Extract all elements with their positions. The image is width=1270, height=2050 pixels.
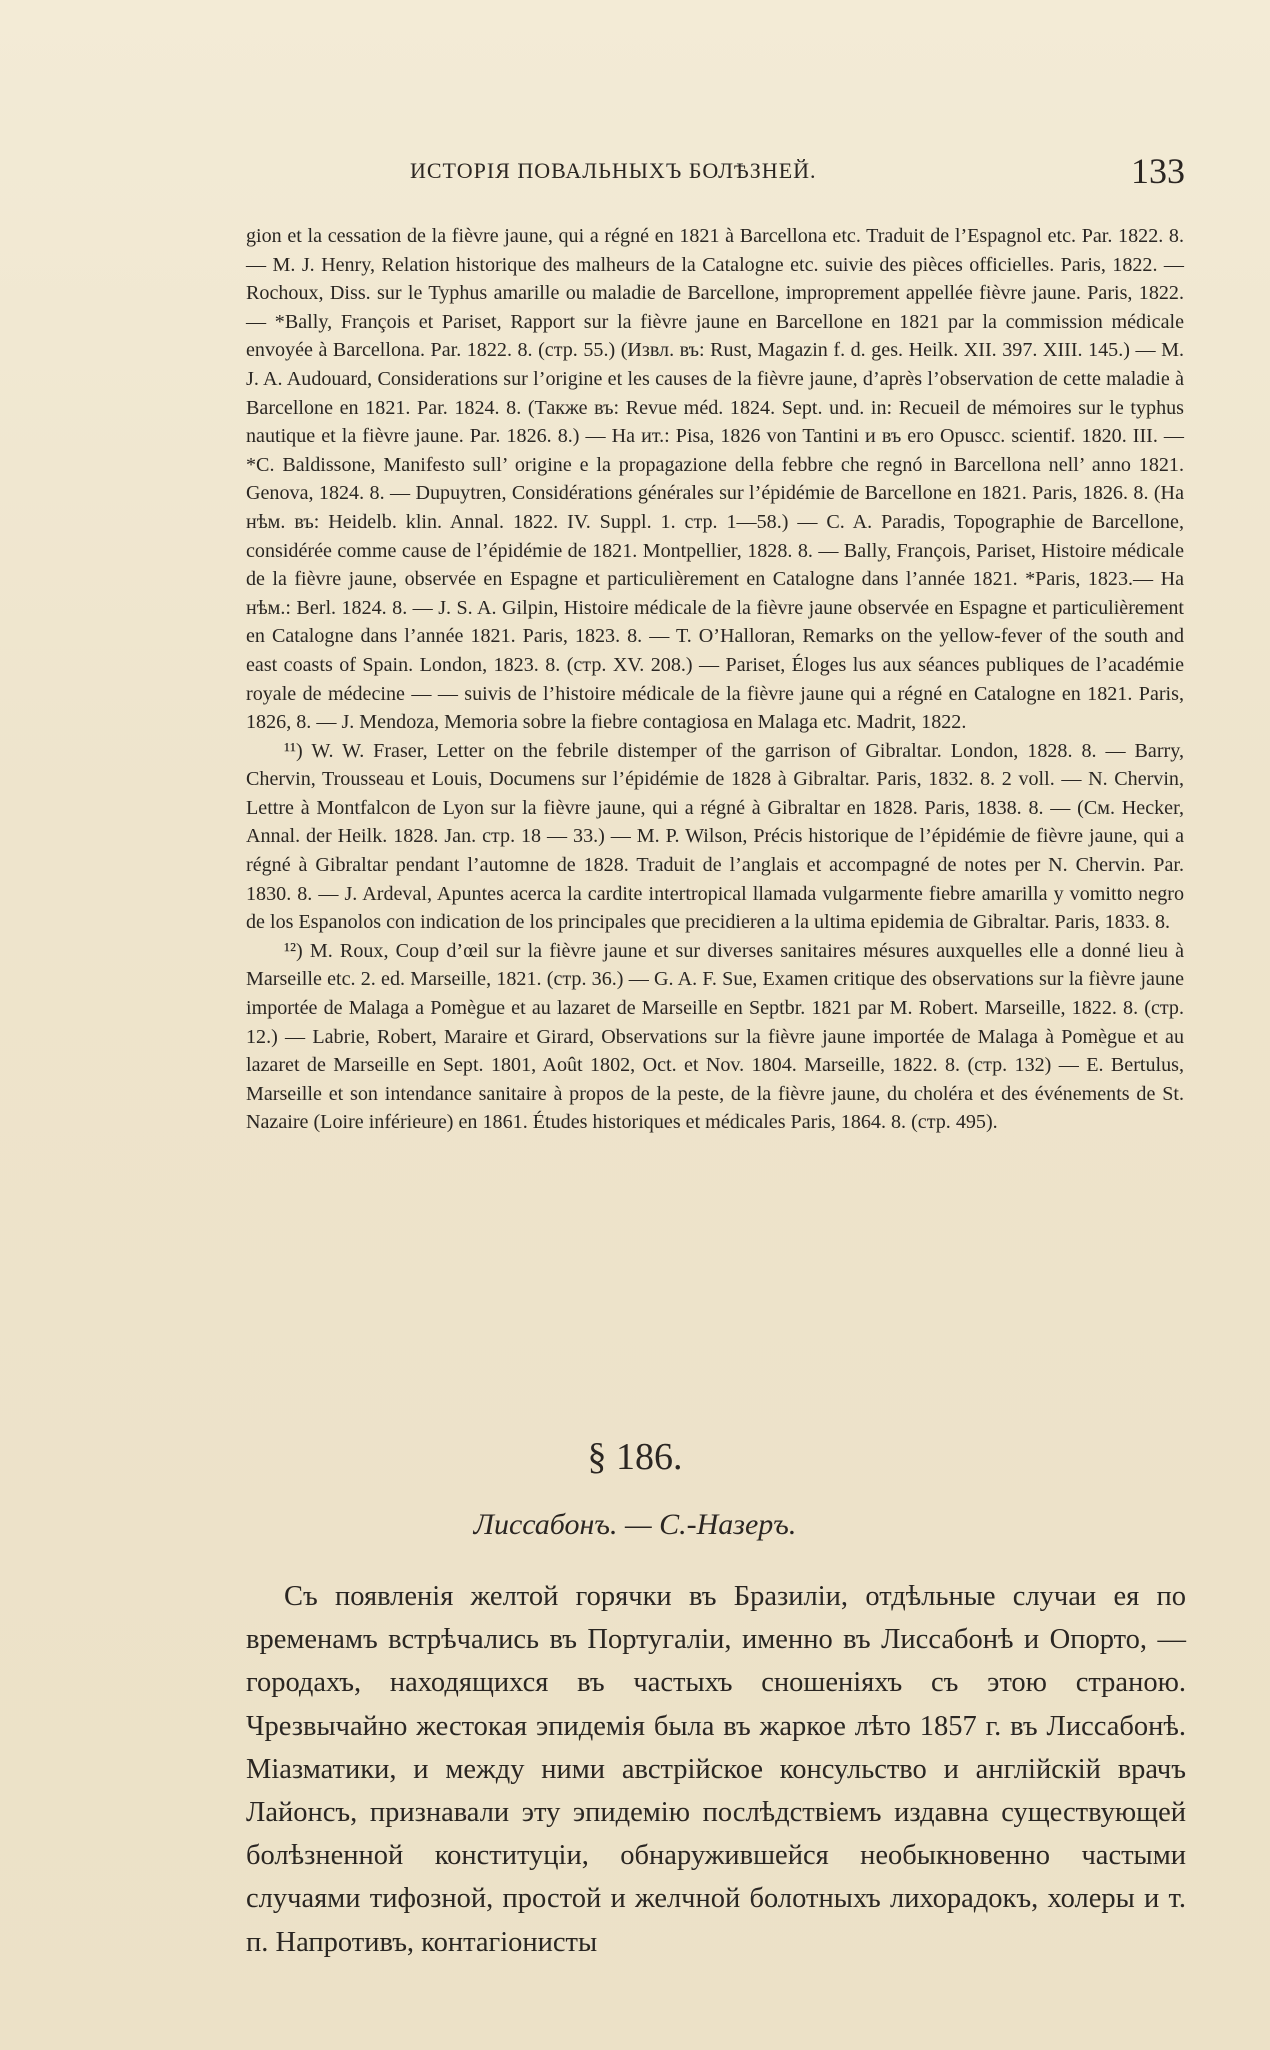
footnote-11: ¹¹) W. W. Fraser, Letter on the febrile distemper of the garrison of Gibraltar. London, 1828. 8. — Barry, Chervin, Trousseau et Louis, Documens sur l’épidémie de 1828 à Gibraltar. Paris, 1832. 8. 2 voll. — N. Chervin, Lettre à Montfalcon de Lyon sur la fièvre jaune, qui a régné à Gibraltar en 1828. Paris, 1838. 8. — (См. Hecker, Annal. der Heilk. 1828. Jan. стр. 18 — 33.) — M. P. Wilson, Précis historique de l’épidémie de fièvre jaune, qui a régné à Gibraltar pendant l’automne de 1828. Traduit de l’anglais et accompagné de notes per N. Chervin. Par. 1830. 8. — J. Ardeval, Apuntes acerca la cardite intertropical llamada vulgarmente fiebre amarilla y vomitto negro de los Espanolos con indication de los principales que precidieren a la ultima epidemia de Gibraltar. Paris, 1833. 8.	[246, 739, 1184, 934]
page-header	[240, 150, 1185, 200]
body-paragraph: Съ появленія желтой горячки въ Бразиліи, отдѣльные случаи ея по временамъ встрѣчались въ Португаліи, именно въ Лиссабонѣ и Опорто, — городахъ, находящихся въ частыхъ сношеніяхъ съ этою страною. Чрезвычайно жестокая эпидемія была въ жаркое лѣто 1857 г. въ Лиссабонѣ. Міазматики, и между ними австрійское консульство и англійскій врачъ Лайонсъ, признавали эту эпидемію послѣдствіемъ издавна существующей болѣзненной конституціи, обнаружившейся необыкновенно частыми случаями тифозной, простой и желчной болотныхъ лихорадокъ, холеры и т. п. Напротивъ, контагіонисты	[246, 1581, 1186, 1958]
footnote-12: ¹²) M. Roux, Coup d’œil sur la fièvre jaune et sur diverses sanitaires mésures auxquelles elle a donné lieu à Marseille etc. 2. ed. Marseille, 1821. (стр. 36.) — G. A. F. Sue, Examen critique des observations sur la fièvre jaune importée de Malaga a Pomègue et au lazaret de Marseille en Septbr. 1821 par M. Robert. Marseille, 1822. 8. (стр. 12.) — Labrie, Robert, Maraire et Girard, Observations sur la fièvre jaune importée de Malaga à Pomègue et au lazaret de Marseille en Sept. 1801, Août 1802, Oct. et Nov. 1804. Marseille, 1822. 8. (стр. 132) — E. Bertulus, Marseille et son intendance sanitaire à propos de la peste, de la fièvre jaune, du choléra et des événements de St. Nazaire (Loire inférieure) en 1861. Études historiques et médicales Paris, 1864. 8. (стр. 495).	[246, 939, 1184, 1134]
running-title: ИСТОРІЯ ПОВАЛЬНЫХЪ БОЛѢЗНЕЙ.	[410, 158, 817, 183]
page-number: 133	[1131, 151, 1185, 191]
section-title: Лиссабонъ. — С.-Назеръ.	[473, 1508, 797, 1541]
section-number: § 186.	[587, 1436, 683, 1478]
body-text	[246, 1575, 1186, 1964]
footnotes-block	[246, 222, 1184, 1137]
footnote-continuation: gion et la cessation de la fièvre jaune, qui a régné en 1821 à Barcellona etc. Traduit de l’Espagnol etc. Par. 1822. 8. — M. J. Henry, Relation historique des malheurs de la Catalogne etc. suivie des pièces officielles. Paris, 1822. — Rochoux, Diss. sur le Typhus amarille ou maladie de Barcellone, improprement appellée fièvre jaune. Paris, 1822. — *Bally, François et Pariset, Rapport sur la fièvre jaune en Barcellone en 1821 par la commission médicale envoyée à Barcellona. Par. 1822. 8. (стр. 55.) (Извл. въ: Rust, Magazin f. d. ges. Heilk. XII. 397. XIII. 145.) — M. J. A. Audouard, Considerations sur l’origine et les causes de la fièvre jaune, d’après l’observation de cette maladie à Barcellone en 1821. Par. 1824. 8. (Также въ: Revue méd. 1824. Sept. und. in: Recueil de mémoires sur le typhus nautique et la fièvre jaune. Par. 1826. 8.) — На ит.: Pisa, 1826 von Tantini и въ его Opuscc. scientif. 1820. III. — *C. Baldissone, Manifesto sull’ origine e la propagazione della febbre che regnó in Barcellona nell’ anno 1821. Genova, 1824. 8. — Dupuytren, Considérations générales sur l’épidémie de Barcellone en 1821. Paris, 1826. 8. (На нѣм. въ: Heidelb. klin. Annal. 1822. IV. Suppl. 1. стр. 1—58.) — C. A. Paradis, Topographie de Barcellone, considérée comme cause de l’épidémie de 1821. Montpellier, 1828. 8. — Bally, François, Pariset, Histoire médicale de la fièvre jaune, observée en Espagne et particulièrement en Catalogne dans l’année 1821. *Paris, 1823.— На нѣм.: Berl. 1824. 8. — J. S. A. Gilpin, Histoire médicale de la fièvre jaune observée en Espagne et particulièrement en Catalogne dans l’année 1821. Paris, 1823. 8. — T. O’Halloran, Remarks on the yellow-fever of the south and east coasts of Spain. London, 1823. 8. (стр. XV. 208.) — Pariset, Éloges lus aux séances publiques de l’académie royale de médecine — — suivis de l’histoire médicale de la fièvre jaune qui a régné en Catalogne en 1821. Paris, 1826, 8. — J. Mendoza, Memoria sobre la fiebre contagiosa en Malaga etc. Madrit, 1822.	[246, 225, 1184, 734]
